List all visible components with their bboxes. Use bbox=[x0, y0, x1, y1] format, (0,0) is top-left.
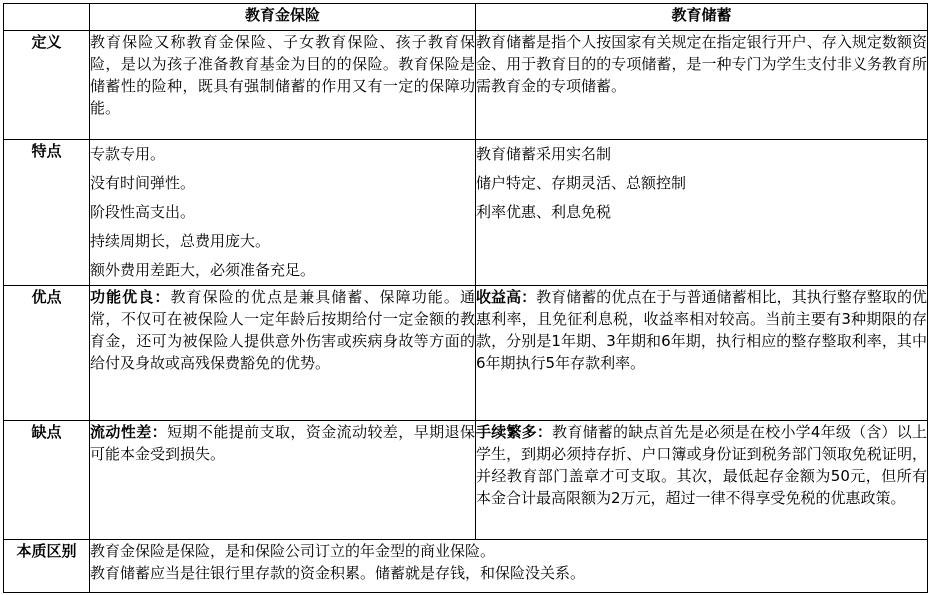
advantages-insurance-cell bbox=[90, 286, 476, 421]
feature-item: 利率优惠、利息免税 bbox=[476, 203, 612, 221]
row-disadvantages bbox=[4, 421, 928, 540]
essence-line: 教育储蓄应当是往银行里存款的资金积累。储蓄就是存钱，和保险没关系。 bbox=[90, 564, 586, 582]
advantages-savings-lead: 收益高： bbox=[476, 288, 537, 306]
feature-item: 阶段性高支出。 bbox=[90, 203, 196, 221]
feature-item: 教育储蓄采用实名制 bbox=[476, 145, 612, 163]
disadvantages-insurance-paragraph bbox=[90, 421, 475, 465]
features-insurance-cell bbox=[90, 140, 476, 286]
advantages-savings-paragraph bbox=[476, 286, 927, 374]
corner-cell bbox=[4, 4, 90, 31]
definition-savings-text: 教育储蓄是指个人按国家有关规定在指定银行开户、存入规定数额资金、用于教育目的的专项储蓄，是一种专门为学生支付非义务教育所需教育金的专项储蓄。 bbox=[476, 33, 927, 95]
disadvantages-savings-lead: 手续繁多： bbox=[476, 423, 553, 441]
essence-line: 教育金保险是保险，是和保险公司订立的年金型的商业保险。 bbox=[90, 542, 496, 560]
row-essence bbox=[4, 540, 928, 593]
advantages-insurance-lead: 功能优良： bbox=[90, 288, 171, 306]
row-label-disadvantages: 缺点 bbox=[4, 421, 90, 540]
disadvantages-savings-cell bbox=[476, 421, 928, 540]
advantages-savings-cell bbox=[476, 286, 928, 421]
feature-item: 没有时间弹性。 bbox=[90, 174, 196, 192]
row-definition bbox=[4, 31, 928, 140]
disadvantages-insurance-lead: 流动性差： bbox=[90, 423, 168, 441]
features-savings-cell bbox=[476, 140, 928, 286]
row-label-definition: 定义 bbox=[4, 31, 90, 140]
disadvantages-insurance-text: 短期不能提前支取，资金流动较差，早期退保可能本金受到损失。 bbox=[90, 423, 475, 463]
column-header-insurance: 教育金保险 bbox=[90, 4, 476, 31]
row-label-essence: 本质区别 bbox=[4, 540, 90, 593]
disadvantages-savings-text: 教育储蓄的缺点首先是必须是在校小学4年级（含）以上学生，到期必须持存折、户口簿或身份证到税务部门领取免税证明，并经教育部门盖章才可支取。其次，最低起存金额为50元，但所有本金合计最高限额为2万元，超过一律不得享受免税的优惠政策。 bbox=[476, 423, 927, 507]
feature-item: 专款专用。 bbox=[90, 145, 166, 163]
advantages-savings-text: 教育储蓄的优点在于与普通储蓄相比，其执行整存整取的优惠利率，且免征利息税，收益率相对较高。当前主要有3种期限的存款，分别是1年期、3年期和6年期，执行相应的整存整取利率，其中6年期执行5年存款利率。 bbox=[476, 288, 927, 372]
essence-cell bbox=[90, 540, 928, 593]
column-header-savings: 教育储蓄 bbox=[476, 4, 928, 31]
advantages-insurance-paragraph bbox=[90, 286, 475, 374]
definition-savings-cell bbox=[476, 31, 928, 140]
row-advantages bbox=[4, 286, 928, 421]
header-row bbox=[4, 4, 928, 31]
row-label-features: 特点 bbox=[4, 140, 90, 286]
feature-item: 持续周期长，总费用庞大。 bbox=[90, 232, 271, 250]
comparison-table bbox=[3, 3, 928, 593]
row-label-advantages: 优点 bbox=[4, 286, 90, 421]
disadvantages-insurance-cell bbox=[90, 421, 476, 540]
row-features bbox=[4, 140, 928, 286]
advantages-insurance-text: 教育保险的优点是兼具储蓄、保障功能。通常，不仅可在被保险人一定年龄后按期给付一定金额的教育金，还可为被保险人提供意外伤害或疾病身故等方面的给付及身故或高残保费豁免的优势。 bbox=[90, 288, 475, 372]
feature-item: 储户特定、存期灵活、总额控制 bbox=[476, 174, 687, 192]
definition-insurance-text: 教育保险又称教育金保险、子女教育保险、孩子教育保险，是以为孩子准备教育基金为目的的保险。教育保险是储蓄性的险种，既具有强制储蓄的作用又有一定的保障功能。 bbox=[90, 33, 475, 117]
feature-item: 额外费用差距大，必须准备充足。 bbox=[90, 261, 316, 279]
disadvantages-savings-paragraph bbox=[476, 421, 927, 509]
definition-insurance-cell bbox=[90, 31, 476, 140]
